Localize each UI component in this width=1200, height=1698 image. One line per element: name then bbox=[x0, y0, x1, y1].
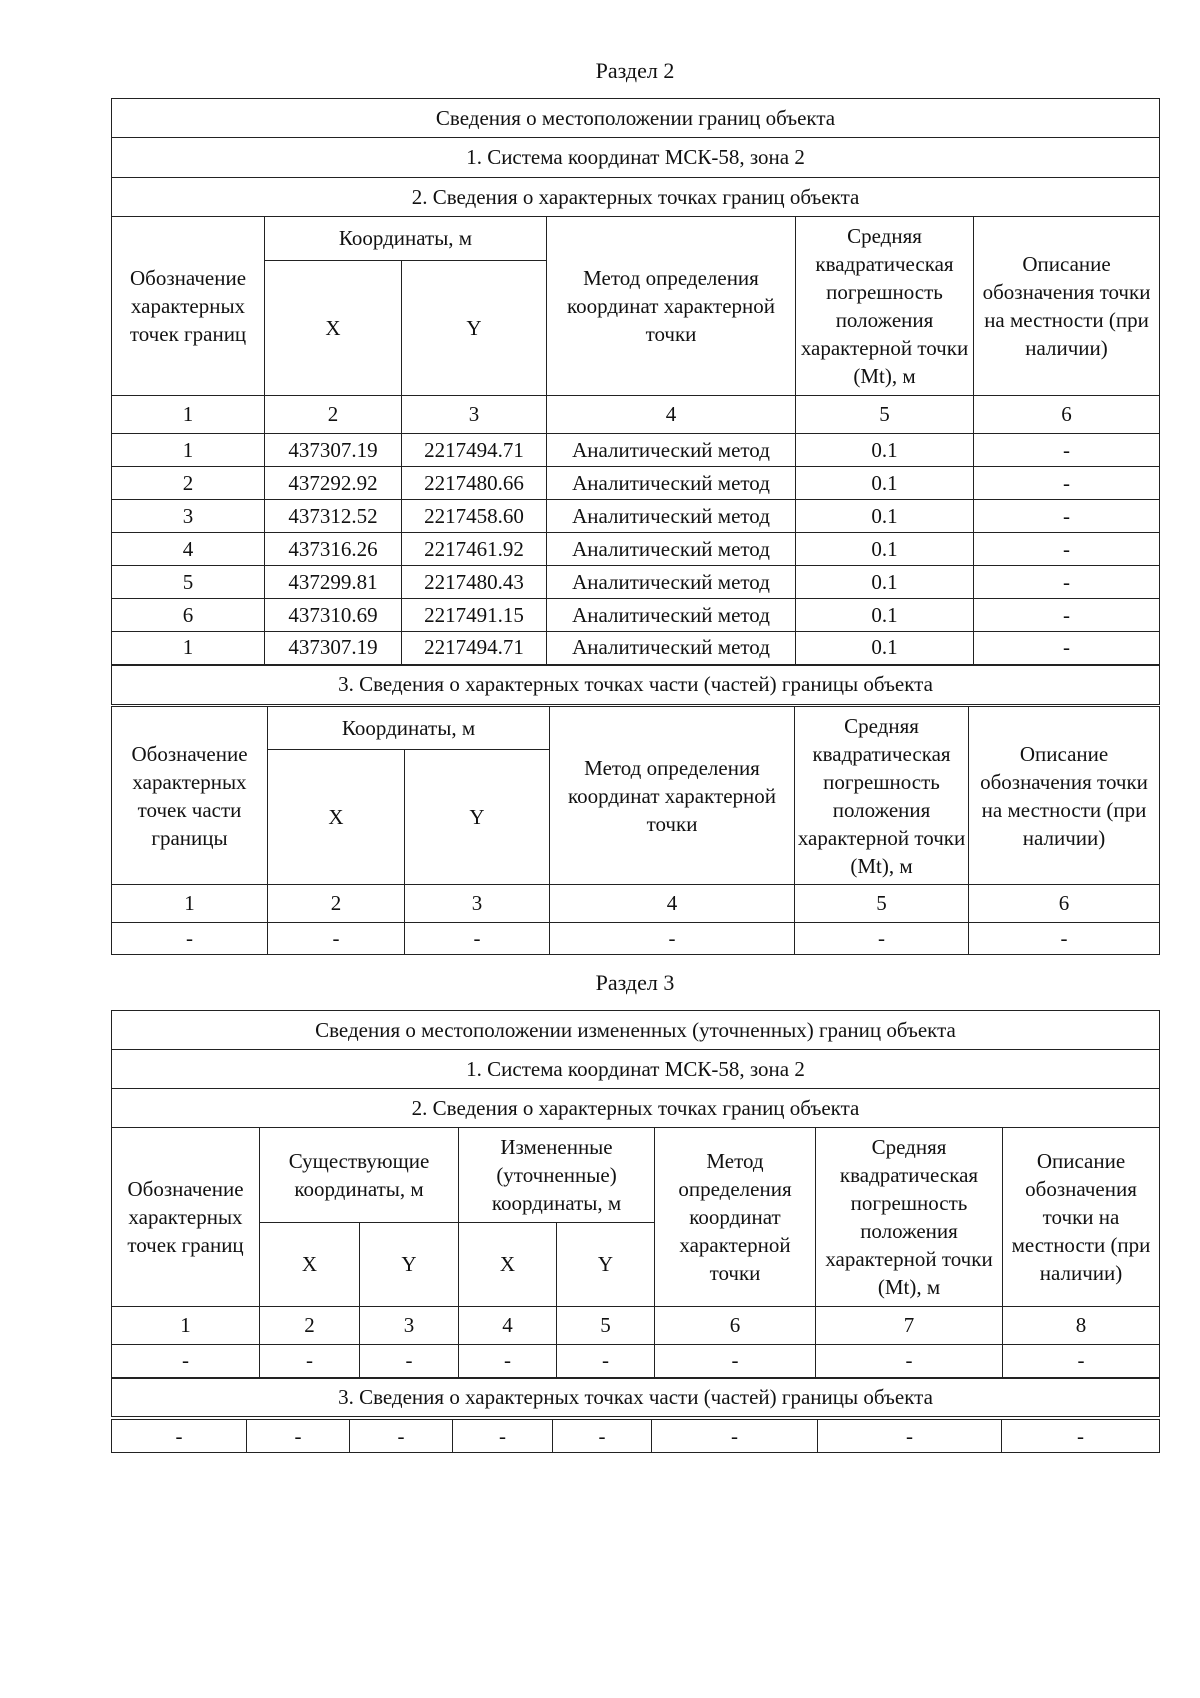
col-header-y: Y bbox=[402, 261, 547, 396]
point-mean-error: 0.1 bbox=[796, 599, 974, 632]
section-2-points-title: 2. Сведения о характерных точках границ объекта bbox=[112, 178, 1160, 217]
point-x: 437307.19 bbox=[265, 434, 402, 467]
point-y: 2217480.66 bbox=[402, 467, 547, 500]
column-number: 3 bbox=[405, 885, 550, 923]
section-3-points-title: 2. Сведения о характерных точках границ объекта bbox=[112, 1089, 1160, 1128]
s3-parts-cell: - bbox=[652, 1420, 818, 1453]
col-header-description: Описание обозначения точки на местности (при наличии) bbox=[974, 217, 1160, 396]
table-row bbox=[112, 1420, 1160, 1453]
col-header-mean-error: Средняя квадратическая погрешность положения характерной точки (Mt), м bbox=[796, 217, 974, 396]
s3-parts-cell: - bbox=[247, 1420, 350, 1453]
column-number-row bbox=[112, 1307, 1160, 1345]
s3-parts-cell: - bbox=[112, 1420, 247, 1453]
section-3-parts-title: 3. Сведения о характерных точках части (частей) границы объекта bbox=[112, 1378, 1160, 1417]
table-row bbox=[112, 500, 1160, 533]
parts-cell: - bbox=[550, 923, 795, 955]
point-description: - bbox=[974, 467, 1160, 500]
table-row bbox=[112, 566, 1160, 599]
point-description: - bbox=[974, 500, 1160, 533]
column-number: 2 bbox=[260, 1307, 360, 1345]
s3-col-header-designation: Обозначение характерных точек границ bbox=[112, 1128, 260, 1307]
s3-cell: - bbox=[557, 1345, 655, 1378]
point-description: - bbox=[974, 632, 1160, 665]
table-row bbox=[112, 467, 1160, 500]
column-number: 1 bbox=[112, 885, 268, 923]
point-description: - bbox=[974, 434, 1160, 467]
s3-parts-cell: - bbox=[818, 1420, 1002, 1453]
section-3-boundaries-table bbox=[111, 1010, 1160, 1417]
point-description: - bbox=[974, 533, 1160, 566]
col-header-coordinates: Координаты, м bbox=[265, 217, 547, 261]
point-x: 437299.81 bbox=[265, 566, 402, 599]
parts-col-header-description: Описание обозначения точки на местности (при наличии) bbox=[969, 707, 1160, 885]
parts-col-header-coordinates: Координаты, м bbox=[268, 707, 550, 750]
column-number: 2 bbox=[268, 885, 405, 923]
s3-cell: - bbox=[260, 1345, 360, 1378]
point-y: 2217491.15 bbox=[402, 599, 547, 632]
parts-cell: - bbox=[405, 923, 550, 955]
point-method: Аналитический метод bbox=[547, 632, 796, 665]
s3-col-header-description: Описание обозначения точки на местности (при наличии) bbox=[1003, 1128, 1160, 1307]
parts-col-header-x: X bbox=[268, 750, 405, 885]
column-number: 3 bbox=[360, 1307, 459, 1345]
s3-col-header-existing-coordinates: Существующие координаты, м bbox=[260, 1128, 459, 1223]
point-method: Аналитический метод bbox=[547, 467, 796, 500]
column-number: 4 bbox=[459, 1307, 557, 1345]
column-number: 7 bbox=[816, 1307, 1003, 1345]
point-x: 437307.19 bbox=[265, 632, 402, 665]
column-number: 4 bbox=[547, 396, 796, 434]
section-2-coordinate-system: 1. Система координат МСК-58, зона 2 bbox=[112, 138, 1160, 178]
s3-parts-cell: - bbox=[350, 1420, 453, 1453]
point-method: Аналитический метод bbox=[547, 599, 796, 632]
section-2-header: Сведения о местоположении границ объекта bbox=[112, 99, 1160, 138]
point-mean-error: 0.1 bbox=[796, 566, 974, 599]
s3-cell: - bbox=[816, 1345, 1003, 1378]
parts-col-header-y: Y bbox=[405, 750, 550, 885]
point-mean-error: 0.1 bbox=[796, 467, 974, 500]
point-x: 437292.92 bbox=[265, 467, 402, 500]
table-row bbox=[112, 599, 1160, 632]
table-row bbox=[112, 533, 1160, 566]
s3-parts-cell: - bbox=[553, 1420, 652, 1453]
point-y: 2217494.71 bbox=[402, 632, 547, 665]
section-2-parts-title: 3. Сведения о характерных точках части (частей) границы объекта bbox=[112, 665, 1160, 705]
point-mean-error: 0.1 bbox=[796, 533, 974, 566]
point-designation: 2 bbox=[112, 467, 265, 500]
point-description: - bbox=[974, 566, 1160, 599]
column-number: 6 bbox=[969, 885, 1160, 923]
point-designation: 1 bbox=[112, 434, 265, 467]
s3-parts-cell: - bbox=[453, 1420, 553, 1453]
section-3-header: Сведения о местоположении измененных (уточненных) границ объекта bbox=[112, 1011, 1160, 1050]
point-method: Аналитический метод bbox=[547, 566, 796, 599]
point-x: 437310.69 bbox=[265, 599, 402, 632]
point-mean-error: 0.1 bbox=[796, 500, 974, 533]
s3-parts-cell: - bbox=[1002, 1420, 1160, 1453]
s3-col-header-method: Метод определения координат характерной точки bbox=[655, 1128, 816, 1307]
col-header-method: Метод определения координат характерной точки bbox=[547, 217, 796, 396]
section-2-boundaries-table bbox=[111, 98, 1160, 705]
column-number: 1 bbox=[112, 396, 265, 434]
point-mean-error: 0.1 bbox=[796, 434, 974, 467]
point-x: 437312.52 bbox=[265, 500, 402, 533]
point-designation: 3 bbox=[112, 500, 265, 533]
point-y: 2217480.43 bbox=[402, 566, 547, 599]
column-number: 8 bbox=[1003, 1307, 1160, 1345]
s3-cell: - bbox=[360, 1345, 459, 1378]
section-3-coordinate-system: 1. Система координат МСК-58, зона 2 bbox=[112, 1050, 1160, 1089]
parts-col-header-mean-error: Средняя квадратическая погрешность положения характерной точки (Mt), м bbox=[795, 707, 969, 885]
point-designation: 4 bbox=[112, 533, 265, 566]
point-x: 437316.26 bbox=[265, 533, 402, 566]
section-2-title: Раздел 2 bbox=[595, 58, 675, 83]
s3-col-header-existing-x: X bbox=[260, 1223, 360, 1307]
s3-cell: - bbox=[112, 1345, 260, 1378]
parts-col-header-designation: Обозначение характерных точек части границы bbox=[112, 707, 268, 885]
col-header-x: X bbox=[265, 261, 402, 396]
table-row bbox=[112, 1345, 1160, 1378]
column-number: 1 bbox=[112, 1307, 260, 1345]
point-method: Аналитический метод bbox=[547, 500, 796, 533]
s3-col-header-changed-x: X bbox=[459, 1223, 557, 1307]
parts-col-header-method: Метод определения координат характерной точки bbox=[550, 707, 795, 885]
section-2-parts-table bbox=[111, 706, 1160, 955]
column-number: 4 bbox=[550, 885, 795, 923]
column-number: 5 bbox=[557, 1307, 655, 1345]
section-3-title: Раздел 3 bbox=[595, 970, 675, 995]
parts-cell: - bbox=[969, 923, 1160, 955]
col-header-designation: Обозначение характерных точек границ bbox=[112, 217, 265, 396]
column-number: 3 bbox=[402, 396, 547, 434]
column-number: 6 bbox=[655, 1307, 816, 1345]
point-method: Аналитический метод bbox=[547, 533, 796, 566]
point-method: Аналитический метод bbox=[547, 434, 796, 467]
point-designation: 5 bbox=[112, 566, 265, 599]
s3-cell: - bbox=[655, 1345, 816, 1378]
s3-col-header-changed-y: Y bbox=[557, 1223, 655, 1307]
s3-cell: - bbox=[459, 1345, 557, 1378]
s3-col-header-changed-coordinates: Измененные (уточненные) координаты, м bbox=[459, 1128, 655, 1223]
point-description: - bbox=[974, 599, 1160, 632]
table-row bbox=[112, 632, 1160, 665]
point-mean-error: 0.1 bbox=[796, 632, 974, 665]
parts-cell: - bbox=[112, 923, 268, 955]
table-row bbox=[112, 923, 1160, 955]
point-designation: 6 bbox=[112, 599, 265, 632]
point-y: 2217458.60 bbox=[402, 500, 547, 533]
column-number: 2 bbox=[265, 396, 402, 434]
column-number: 5 bbox=[796, 396, 974, 434]
column-number: 5 bbox=[795, 885, 969, 923]
table-row bbox=[112, 434, 1160, 467]
parts-cell: - bbox=[795, 923, 969, 955]
s3-col-header-mean-error: Средняя квадратическая погрешность положения характерной точки (Mt), м bbox=[816, 1128, 1003, 1307]
parts-cell: - bbox=[268, 923, 405, 955]
column-number-row bbox=[112, 885, 1160, 923]
point-y: 2217494.71 bbox=[402, 434, 547, 467]
column-number-row bbox=[112, 396, 1160, 434]
column-number: 6 bbox=[974, 396, 1160, 434]
s3-cell: - bbox=[1003, 1345, 1160, 1378]
point-designation: 1 bbox=[112, 632, 265, 665]
section-3-parts-table bbox=[111, 1419, 1160, 1453]
s3-col-header-existing-y: Y bbox=[360, 1223, 459, 1307]
point-y: 2217461.92 bbox=[402, 533, 547, 566]
